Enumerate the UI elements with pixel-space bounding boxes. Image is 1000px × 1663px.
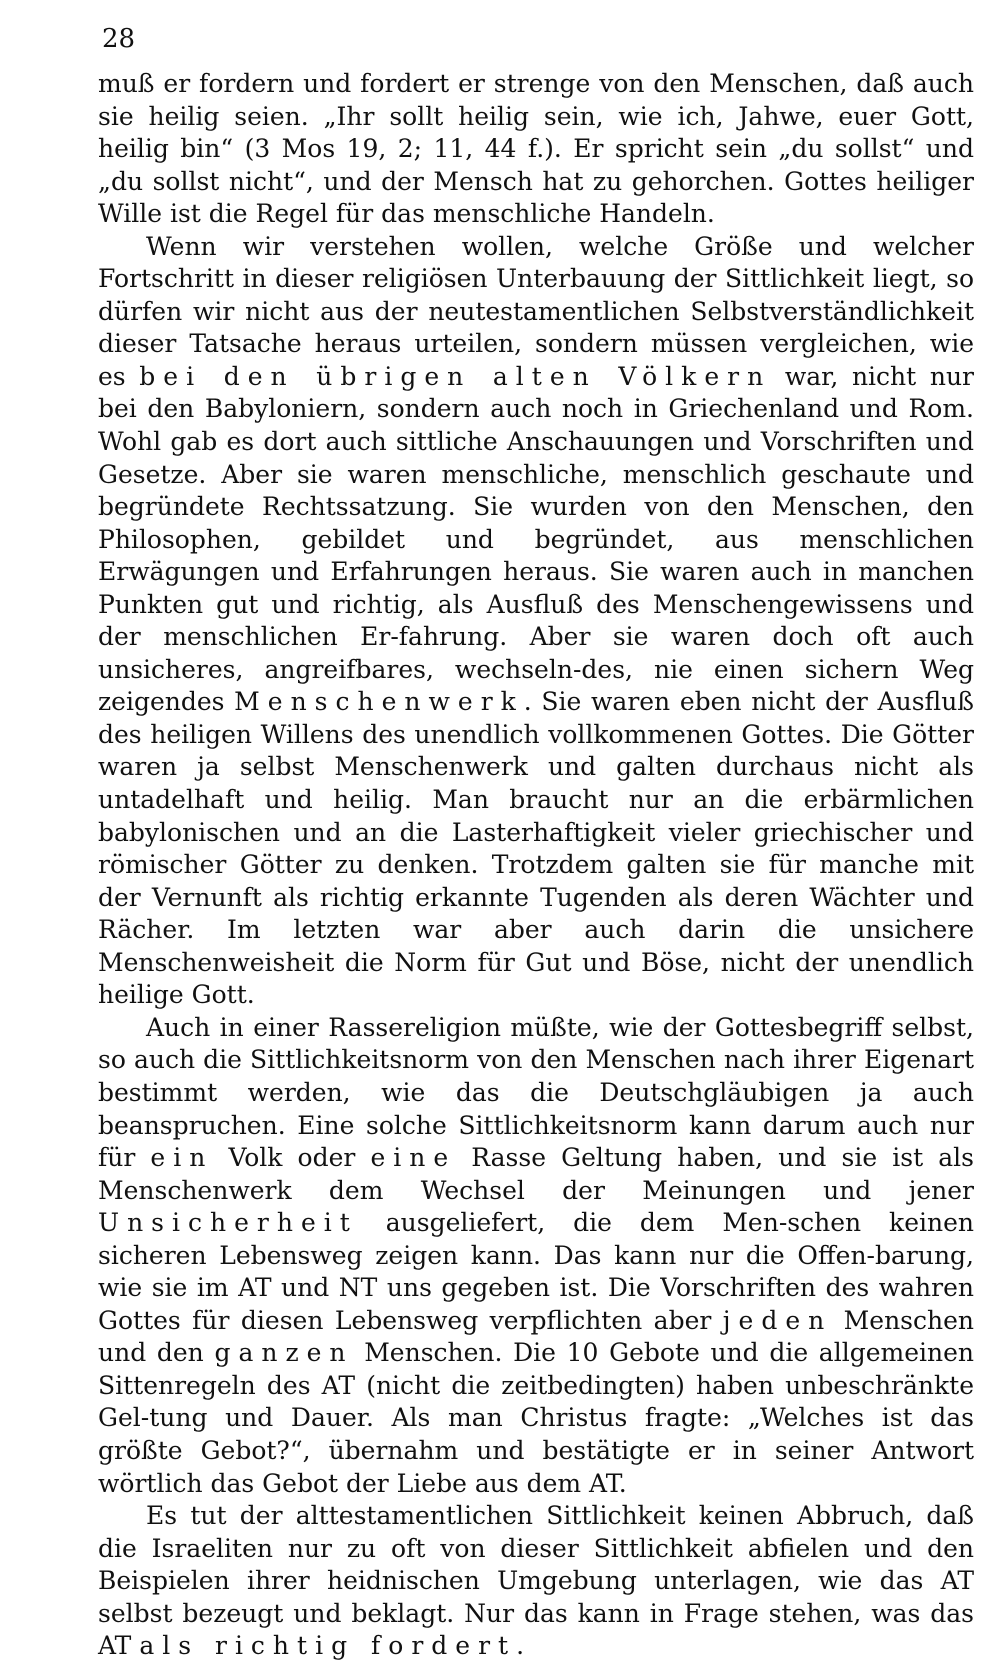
text-run: muß er fordern und fordert er strenge von den Menschen, daß auch sie heilig seien. „Ihr sollt heilig sein, wie ich, Jahwe, euer Gott, heilig bin“ (3 Mos 19, 2; 11, 44 f.). Er spricht sein „du sollst“ und „du sollst nicht“, und der Mensch hat zu gehorchen. Gottes heiliger Wille ist die Regel für das menschliche Handeln.: [98, 69, 974, 229]
spaced-emphasis: Unsicherheit: [98, 1208, 358, 1238]
spaced-emphasis: Menschenwerk: [234, 687, 524, 717]
spaced-emphasis: jeden: [722, 1305, 833, 1335]
spaced-emphasis: als richtig fordert: [139, 1631, 517, 1661]
text-run: Es tut der alttestamentlichen Sittlichkeit keinen Abbruch, daß die Israeliten nur zu oft von dieser Sittlichkeit abfielen und den Beispielen ihrer heidnischen Umgebung unterlagen, wie das AT selbst bezeugt und beklagt. Nur das kann in Frage stehen, was das AT: [98, 1501, 974, 1661]
spaced-emphasis: ganzen: [214, 1338, 354, 1368]
text-run: . Sie waren eben nicht der Ausfluß des heiligen Willens des unendlich vollkommenen Gottes. Die Götter waren ja selbst Menschenwerk und galten durchaus nicht als untadelhaft und heilig. Man braucht nur an die erbärmlichen babylonischen und an die Lasterhaftigkeit vieler griechischer und römischer Götter zu denken. Trotzdem galten sie für manche mit der Vernunft als richtig erkannte Tugenden als deren Wächter und Rächer. Im letzten war aber auch darin die unsichere Menschenweisheit die Norm für Gut und Böse, nicht der unendlich heilige Gott.: [98, 687, 975, 1010]
text-run: Wenn wir verstehen wollen, welche Größe und welcher Fortschritt in dieser religiösen Unterbauung der Sittlichkeit liegt, so dürfen wir nicht aus der neutestamentlichen Selbstverständlichkeit dieser Tatsache heraus urteilen, sondern müssen vergleichen, wie es: [98, 231, 974, 391]
text-run: Menschen und den: [98, 1305, 974, 1368]
text-run: .: [516, 1631, 525, 1661]
paragraph: [98, 231, 974, 1012]
text-run: Menschen. Die 10 Gebote und die allgemeinen Sittenregeln des AT (nicht die zeitbedingten) haben unbeschränkte Gel-tung und Dauer. Als man Christus fragte: „Welches ist das größte Gebot?“, übernahm und bestätigte er in seiner Antwort wörtlich das Gebot der Liebe aus dem AT.: [98, 1338, 974, 1498]
paragraph: [98, 1500, 974, 1663]
body-text: [98, 68, 974, 1663]
text-run: Auch in einer Rassereligion müßte, wie der Gottesbegriff selbst, so auch die Sittlichkeitsnorm von den Menschen nach ihrer Eigenart bestimmt werden, wie das die Deutschgläubigen ja auch beanspruchen. Eine solche Sittlichkeitsnorm kann darum auch nur für: [98, 1012, 974, 1173]
page-number: 28: [102, 24, 136, 54]
text-run: war, nicht nur bei den Babyloniern, sondern auch noch in Griechenland und Rom. Wohl gab es dort auch sittliche Anschauungen und Vorschriften und Gesetze. Aber sie waren menschliche, menschlich geschaute und begründete Rechtssatzung. Sie wurden von den Menschen, den Philosophen, gebildet und begründet, aus menschlichen Erwägungen und Erfahrungen heraus. Sie waren auch in manchen Punkten gut und richtig, als Ausfluß des Menschengewissens und der menschlichen Er-fahrung. Aber sie waren doch oft auch unsicheres, angreifbares, wechseln-des, nie einen sichern Weg zeigendes: [98, 361, 974, 717]
paragraph: [98, 68, 974, 231]
spaced-emphasis: eine: [370, 1143, 457, 1173]
spaced-emphasis: ein: [150, 1143, 214, 1173]
text-run: ausgeliefert, die dem Men-schen keinen sicheren Lebensweg zeigen kann. Das kann nur die Offen-barung, wie sie im AT und NT uns gegeben ist. Die Vorschriften des wahren Gottes für diesen Lebensweg verpflichten aber: [98, 1208, 974, 1335]
paragraph: [98, 1012, 974, 1500]
text-run: Volk oder: [213, 1143, 371, 1173]
text-run: Rasse Geltung haben, und sie ist als Menschenwerk dem Wechsel der Meinungen und jener: [98, 1143, 974, 1205]
spaced-emphasis: bei den übrigen alten Völkern: [139, 361, 772, 391]
